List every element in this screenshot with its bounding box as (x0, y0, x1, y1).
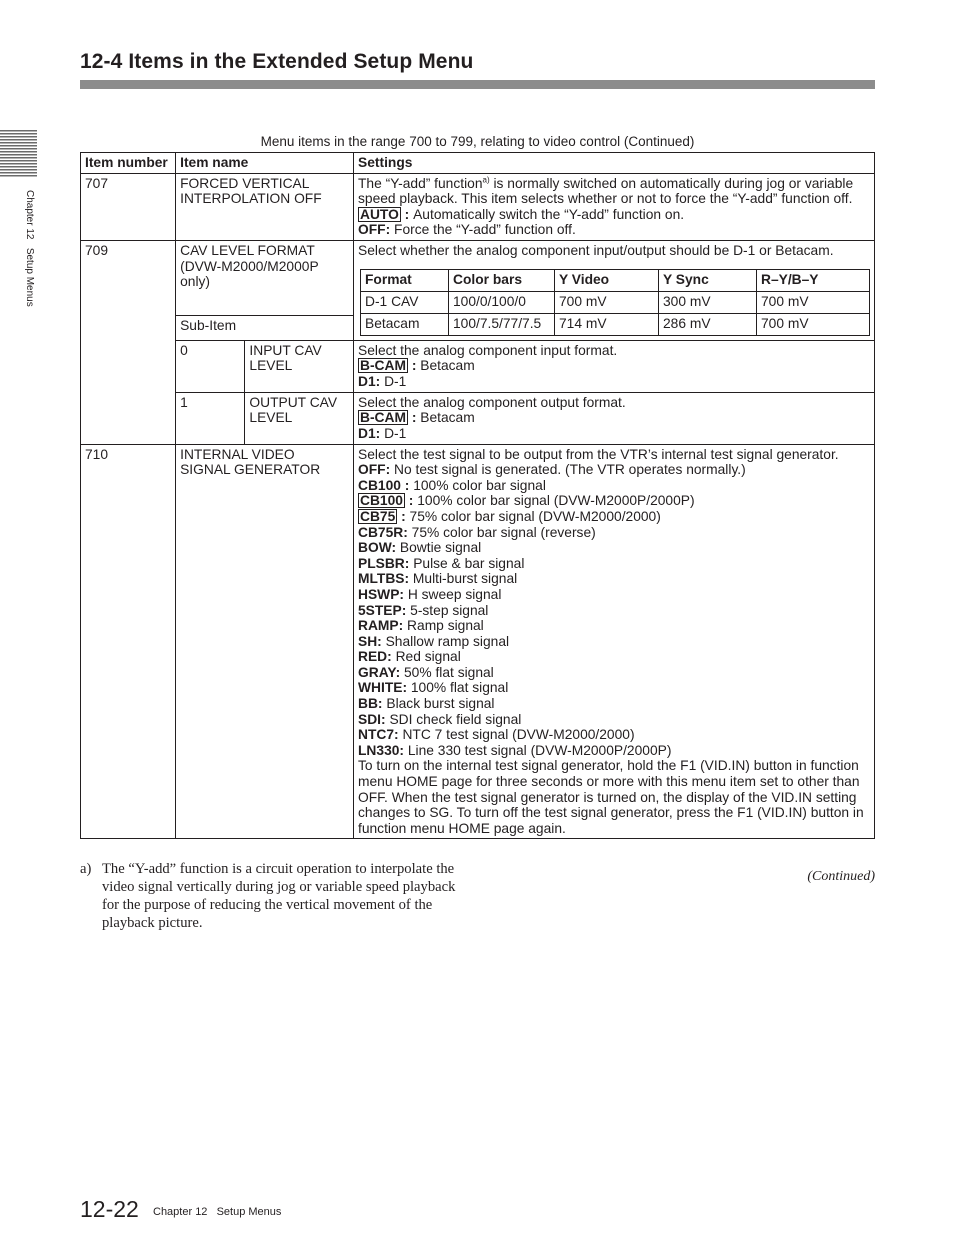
option-key: PLSBR: (358, 555, 410, 571)
subitem-name: OUTPUT CAV LEVEL (245, 392, 354, 444)
signal-option (358, 743, 870, 759)
signal-option (358, 634, 870, 650)
settings-table (80, 152, 875, 839)
section-title: 12-4 Items in the Extended Setup Menu (80, 50, 474, 73)
signal-option-list (358, 462, 870, 758)
option-key: BB: (358, 696, 383, 712)
table-row (81, 444, 875, 839)
inner-cell: 286 mV (659, 313, 757, 335)
signal-option (358, 478, 870, 494)
option-key: CB75R: (358, 524, 408, 540)
inner-row (361, 313, 870, 335)
inner-cell: 700 mV (757, 313, 870, 335)
inner-cell: 714 mV (555, 313, 659, 335)
signal-option (358, 680, 870, 696)
item-settings: The “Y-add” function$^{a)}$ is normally switched on automatically during jog or variable speed playback. This item selects whether or not to force the “Y-add” function off. AUTO : Automatically switch the “Y-add” function on. OFF: Force the “Y-add” function off. (354, 173, 875, 240)
option-key: 5STEP: (358, 602, 407, 618)
signal-generator-note: To turn on the internal test signal generator, hold the F1 (VID.IN) button in function menu HOME page for three seconds or more with this menu item set to other than OFF. When the test signal generator is turned on, the display of the VID.IN setting changes to SG. To turn off the test signal generator, press the F1 (VID.IN) button in function menu HOME page again. (358, 758, 864, 836)
footnote-ref: a) (482, 175, 490, 184)
signal-option (358, 665, 870, 681)
inner-header-cell: Y Video (555, 269, 659, 291)
default-value-box: B-CAM (360, 358, 406, 374)
signal-option (358, 571, 870, 587)
item-number: 710 (81, 444, 176, 839)
cav-level-table (360, 269, 870, 336)
option-text: 50% flat signal (400, 664, 494, 680)
table-row (81, 173, 875, 240)
subitem-name: INPUT CAV LEVEL (245, 340, 354, 392)
option-text: SDI check field signal (385, 711, 522, 727)
subitem-label: Sub-Item (176, 315, 354, 340)
item-name: FORCED VERTICAL INTERPOLATION OFF (176, 173, 354, 240)
table-row (81, 392, 875, 444)
option-text: NTC 7 test signal (DVW-M2000/2000) (398, 727, 635, 743)
subitem-number: 0 (176, 340, 245, 392)
option-separator: : (397, 508, 410, 524)
option-key: RAMP: (358, 618, 404, 634)
header-item-name: Item name (176, 153, 354, 174)
signal-option (358, 587, 870, 603)
footnote (80, 860, 470, 932)
option-text: Pulse & bar signal (409, 555, 525, 571)
default-value-box: CB100 (360, 493, 403, 509)
item-number: 707 (81, 173, 176, 240)
chapter-tab-marker (0, 130, 37, 178)
option-text: Line 330 test signal (DVW-M2000P/2000P) (404, 742, 672, 758)
table-row (81, 340, 875, 392)
footnote-text: The “Y-add” function is a circuit operation to interpolate the video signal vertically during jog or variable speed playback for the purpose of reducing the vertical movement of the playback picture. (102, 861, 456, 931)
option-text: 5-step signal (406, 602, 489, 618)
inner-cell: 700 mV (555, 291, 659, 313)
signal-option (358, 540, 870, 556)
inner-cell: 700 mV (757, 291, 870, 313)
option-text: No test signal is generated. (The VTR operates normally.) (390, 462, 746, 478)
inner-cell: 100/0/100/0 (449, 291, 555, 313)
option-text: 100% color bar signal (DVW-M2000P/2000P) (417, 493, 695, 509)
inner-cell: 100/7.5/77/7.5 (449, 313, 555, 335)
option-key: CB100 : (358, 477, 410, 493)
signal-option (358, 525, 870, 541)
footer-chapter-label: Chapter 12 Setup Menus (153, 1206, 282, 1218)
default-value-box: B-CAM (360, 410, 406, 426)
table-row (81, 240, 875, 315)
option-key: MLTBS: (358, 571, 410, 587)
signal-option (358, 509, 870, 525)
signal-option (358, 727, 870, 743)
signal-option (358, 462, 870, 478)
table-header-row (81, 153, 875, 174)
chapter-side-label: Chapter 12 Setup Menus (24, 190, 35, 307)
signal-option (358, 556, 870, 572)
item-number: 709 (81, 240, 176, 444)
footnote-mark: a) (80, 861, 92, 877)
header-settings: Settings (354, 153, 875, 174)
option-text: Bowtie signal (396, 540, 482, 556)
option-key: HSWP: (358, 586, 404, 602)
inner-cell: Betacam (361, 313, 449, 335)
option-key: GRAY: (358, 664, 401, 680)
item-name: CAV LEVEL FORMAT (DVW-M2000/M2000P only) (176, 240, 354, 315)
default-value-box: CB75 (360, 508, 396, 524)
inner-row (361, 291, 870, 313)
item-settings: Select the test signal to be output from the VTR’s internal test signal generator. OFF: No test signal is generated. (The VTR operates normally.) CB100 : 100% color bar signal CB100 : 100% color bar signal (DVW-M2000P/2000P) CB75 : 75% color bar signal (DVW-M2000/2000) CB75R: 75% color bar signal (reverse) BOW: Bowtie signal PLSBR: Pulse & bar signal MLTBS: Multi-burst signal HSWP: H sweep signal 5STEP: 5-step signal RAMP: Ramp signal SH: Shallow ramp signal RED: Red signal GRAY: 50% flat signal WHITE: 100% flat signal BB: Black burst signal SDI: SDI check field signal NTC7: NTC 7 test signal (DVW-M2000/2000) LN330: Line 330 test signal (DVW-M2000P/2000P) To turn on the internal test signal generator, hold the F1 (VID.IN) button in function menu HOME page for three seconds or more with this menu item set to other than OFF. When the test signal generator is turned on, the display of the VID.IN setting changes to SG. To turn off the test signal generator, press the F1 (VID.IN) button in function menu HOME page again. (354, 444, 875, 839)
option-key: WHITE: (358, 680, 408, 696)
subitem-settings: Select the analog component output format. B-CAM : Betacam D1: D-1 (354, 392, 875, 444)
option-text: 100% flat signal (407, 680, 509, 696)
option-key: RED: (358, 649, 392, 665)
inner-header-cell: Format (361, 269, 449, 291)
option-text: Red signal (391, 649, 461, 665)
inner-cell: D-1 CAV (361, 291, 449, 313)
option-text: Shallow ramp signal (381, 633, 510, 649)
signal-option (358, 712, 870, 728)
inner-header-cell: Color bars (449, 269, 555, 291)
signal-option (358, 618, 870, 634)
signal-option (358, 493, 870, 509)
signal-option (358, 603, 870, 619)
default-value-box: AUTO (360, 206, 399, 222)
option-text: Black burst signal (382, 696, 495, 712)
option-key: NTC7: (358, 727, 399, 743)
inner-header-cell: Y Sync (659, 269, 757, 291)
item-settings: Select whether the analog component input/output should be D-1 or Betacam. Format Color bars Y Video Y Sync R–Y/B–Y D-1 CAV 100/0/100/0 700 mV 300 mV 700 mV Betacam 100/7.5/77/7.5 714 mV 286 mV 700 mV (354, 240, 875, 340)
option-text: 75% color bar signal (reverse) (407, 524, 596, 540)
header-item-number: Item number (81, 153, 176, 174)
option-text: 75% color bar signal (DVW-M2000/2000) (409, 508, 661, 524)
signal-option (358, 649, 870, 665)
inner-header-row (361, 269, 870, 291)
option-text: H sweep signal (404, 586, 502, 602)
option-separator: : (404, 493, 418, 509)
option-key: SDI: (358, 711, 386, 727)
option-key: SH: (358, 633, 382, 649)
option-text: 100% color bar signal (409, 477, 546, 493)
inner-cell: 300 mV (659, 291, 757, 313)
option-key: LN330: (358, 742, 405, 758)
page-number: 12-22 (80, 1196, 139, 1222)
title-rule (80, 80, 875, 89)
option-key: BOW: (358, 540, 397, 556)
option-key: OFF: (358, 462, 391, 478)
option-text: Ramp signal (403, 618, 484, 634)
subitem-settings: Select the analog component input format. B-CAM : Betacam D1: D-1 (354, 340, 875, 392)
option-text: Multi-burst signal (409, 571, 518, 587)
table-caption: Menu items in the range 700 to 799, relating to video control (Continued) (260, 134, 695, 149)
subitem-number: 1 (176, 392, 245, 444)
item-name: INTERNAL VIDEO SIGNAL GENERATOR (176, 444, 354, 839)
continued-label: (Continued) (807, 869, 875, 884)
inner-header-cell: R–Y/B–Y (757, 269, 870, 291)
signal-option (358, 696, 870, 712)
